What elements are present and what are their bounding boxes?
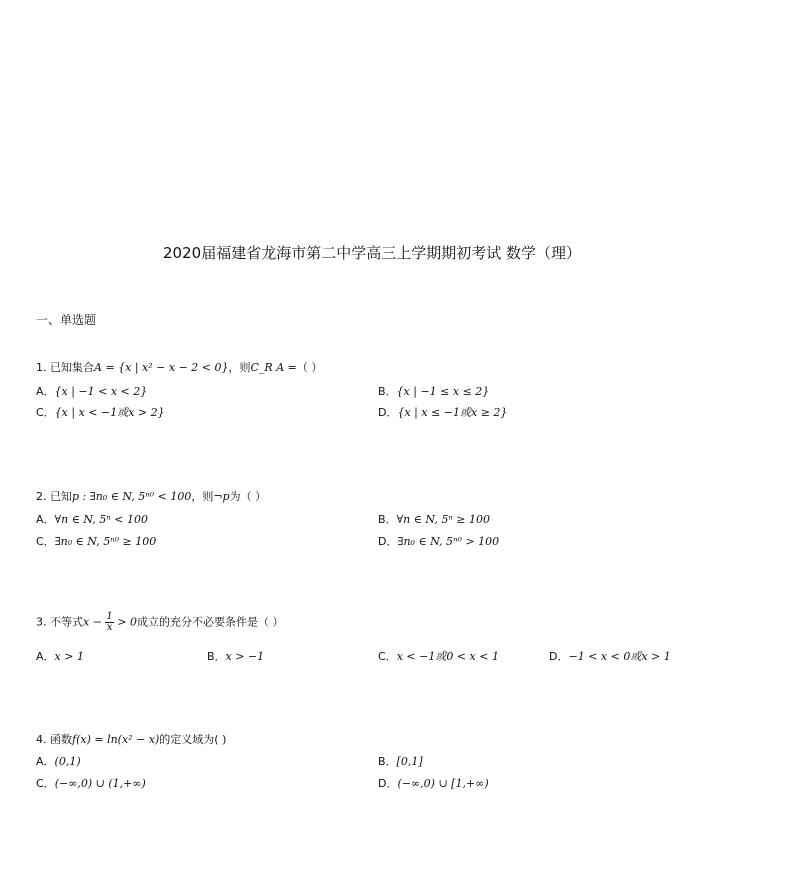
option-label: C． [36, 406, 55, 419]
question-1-option-a [36, 383, 147, 399]
option-text: −1 < x < 0或x > 1 [568, 650, 671, 663]
option-label: D． [378, 406, 398, 419]
option-text: [0,1] [396, 755, 423, 768]
question-1-mid: ，则 [228, 361, 251, 374]
question-2-prefix: 2. 已知 [36, 490, 72, 503]
question-2-option-d [378, 533, 499, 549]
option-label: D． [378, 535, 398, 548]
question-1-option-d [378, 404, 507, 420]
option-text: x > −1 [225, 650, 265, 663]
option-text: (−∞,0) ∪ (1,+∞) [54, 777, 146, 790]
option-text: ∀n ∈ N, 5ⁿ < 100 [54, 513, 148, 526]
question-3-suffix: 成立的充分不必要条件是（ ） [137, 615, 284, 629]
question-1-math-2: C_R A = [250, 361, 297, 374]
question-3-stem [36, 612, 284, 633]
option-label: D． [378, 777, 398, 790]
option-text: {x | −1 < x < 2} [54, 385, 148, 398]
question-1-suffix: （ ） [296, 361, 323, 374]
option-text: x < −1或0 < x < 1 [396, 650, 499, 663]
fraction-numerator: 1 [106, 611, 113, 622]
question-2-math: p : ∃n₀ ∈ N, 5ⁿ⁰ < 100 [72, 490, 192, 503]
question-4-prefix: 4. 函数 [36, 733, 72, 746]
question-4-option-d [378, 775, 489, 791]
question-3-option-d [549, 648, 671, 664]
question-1-math: A = {x | x² − x − 2 < 0} [94, 361, 229, 374]
question-1-option-c [36, 404, 165, 420]
option-label: B． [378, 755, 397, 768]
question-2-suffix: 为（ ） [229, 490, 267, 503]
question-3-option-c [378, 648, 499, 664]
option-text: (−∞,0) ∪ [1,+∞) [397, 777, 489, 790]
question-3-math-post: > 0 [117, 615, 138, 629]
option-text: ∃n₀ ∈ N, 5ⁿ⁰ > 100 [397, 535, 500, 548]
page-title: 2020届福建省龙海市第二中学高三上学期期初考试 数学（理） [163, 244, 581, 262]
question-4-option-c [36, 775, 146, 791]
fraction-denominator: x [106, 622, 113, 633]
option-text: {x | x < −1或x > 2} [54, 406, 165, 419]
question-2-option-c [36, 533, 156, 549]
question-2-stem [36, 488, 266, 504]
option-text: (0,1) [54, 755, 81, 768]
question-2-option-b [378, 511, 490, 527]
option-label: A． [36, 755, 55, 768]
question-1-stem [36, 359, 322, 375]
option-text: {x | x ≤ −1或x ≥ 2} [397, 406, 508, 419]
question-2-math-2: ¬p [213, 490, 230, 503]
question-1-prefix: 1. 已知集合 [36, 361, 94, 374]
question-3-fraction [105, 612, 113, 633]
section-heading: 一、单选题 [36, 313, 97, 327]
option-label: C． [36, 777, 55, 790]
option-label: C． [378, 650, 397, 663]
option-label: B． [378, 513, 397, 526]
question-4-stem [36, 731, 226, 747]
option-label: A． [36, 513, 55, 526]
option-label: B． [378, 385, 397, 398]
question-3-math-pre: x − [83, 615, 102, 629]
question-4-option-b [378, 753, 423, 769]
option-text: x > 1 [54, 650, 84, 663]
option-text: ∀n ∈ N, 5ⁿ ≥ 100 [396, 513, 490, 526]
option-text: ∃n₀ ∈ N, 5ⁿ⁰ ≥ 100 [54, 535, 157, 548]
question-2-option-a [36, 511, 148, 527]
question-4-option-a [36, 753, 81, 769]
question-3-option-b [207, 648, 264, 664]
question-4-suffix: 的定义域为( ) [159, 733, 227, 746]
question-3-option-a [36, 648, 84, 664]
option-label: A． [36, 385, 55, 398]
option-text: {x | −1 ≤ x ≤ 2} [396, 385, 490, 398]
question-2-mid: ，则 [191, 490, 214, 503]
option-label: A． [36, 650, 55, 663]
question-4-math: f(x) = ln(x² − x) [72, 733, 160, 746]
question-3-prefix: 3. 不等式 [36, 615, 83, 629]
option-label: B． [207, 650, 226, 663]
option-label: D． [549, 650, 569, 663]
question-1-option-b [378, 383, 489, 399]
option-label: C． [36, 535, 55, 548]
